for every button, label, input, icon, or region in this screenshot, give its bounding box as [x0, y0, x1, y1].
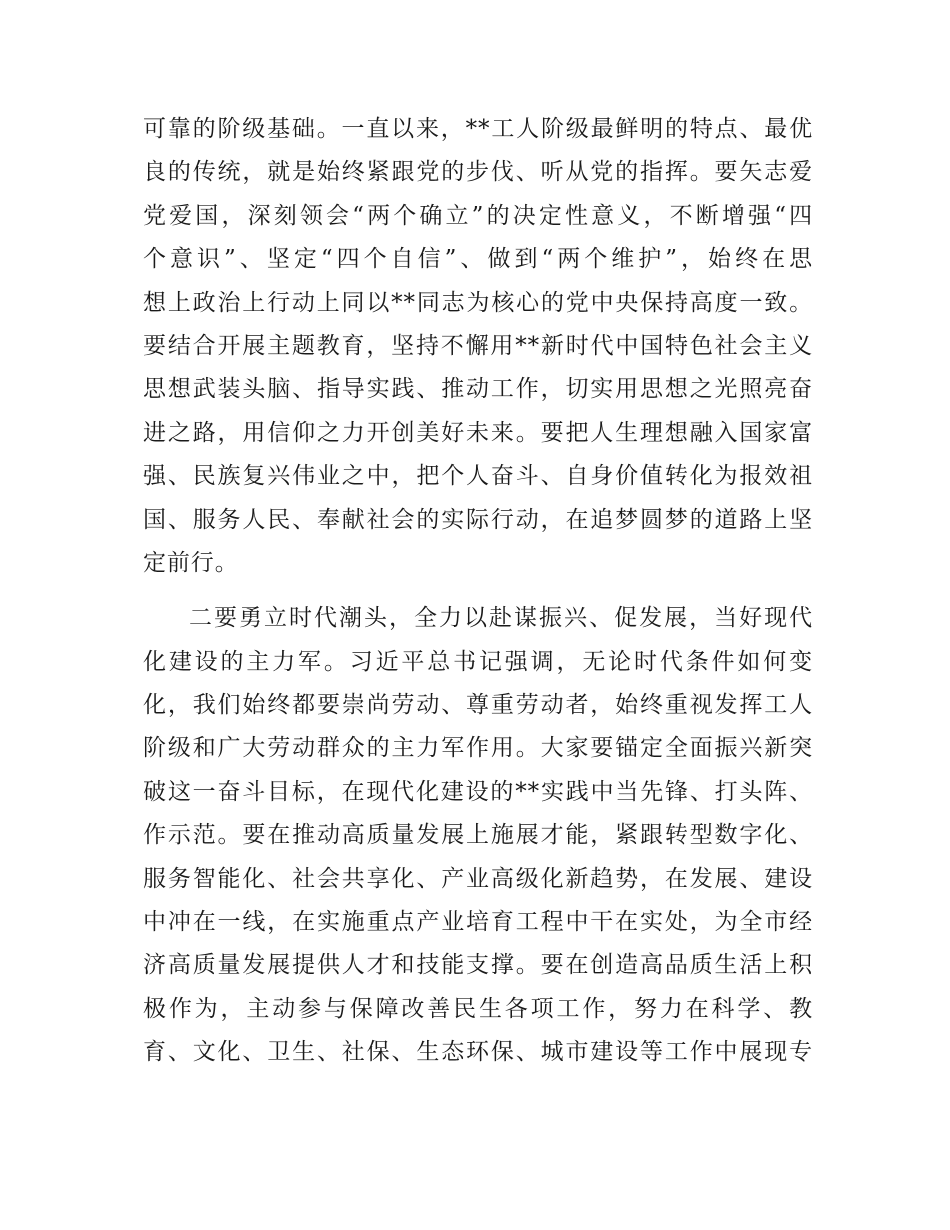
text-line: 化，我们始终都要崇尚劳动、尊重劳动者，始终重视发挥工人	[143, 692, 813, 719]
paragraph	[143, 108, 813, 585]
paragraph	[143, 597, 813, 1074]
text-line: 可靠的阶级基础。一直以来，**工人阶级最鲜明的特点、最优	[143, 116, 813, 142]
document-body	[143, 108, 813, 1075]
text-line: 阶级和广大劳动群众的主力军作用。大家要锚定全面振兴新突	[143, 735, 813, 762]
text-line: 服务智能化、社会共享化、产业高级化新趋势，在发展、建设	[143, 865, 813, 892]
text-line: 极作为，主动参与保障改善民生各项工作，努力在科学、教	[143, 995, 813, 1022]
text-line: 定前行。	[143, 549, 239, 576]
text-line: 济高质量发展提供人才和技能支撑。要在创造高品质生活上积	[143, 952, 813, 979]
text-line: 党爱国，深刻领会“两个确立”的决定性意义，不断增强“四	[143, 202, 813, 229]
text-line: 化建设的主力军。习近平总书记强调，无论时代条件如何变	[143, 648, 813, 675]
text-line: 育、文化、卫生、社保、生态环保、城市建设等工作中展现专	[143, 1039, 813, 1066]
text-line: 二要勇立时代潮头，全力以赴谋振兴、促发展，当好现代	[189, 605, 813, 632]
text-line: 作示范。要在推动高质量发展上施展才能，紧跟转型数字化、	[143, 822, 813, 849]
text-line: 思想武装头脑、指导实践、推动工作，切实用思想之光照亮奋	[143, 376, 813, 403]
paragraph-spacer	[143, 585, 813, 597]
text-line: 要结合开展主题教育，坚持不懈用**新时代中国特色社会主义	[143, 332, 813, 359]
text-line: 破这一奋斗目标，在现代化建设的**实践中当先锋、打头阵、	[143, 778, 813, 805]
text-line: 个意识”、坚定“四个自信”、做到“两个维护”，始终在思	[143, 246, 813, 273]
text-line: 进之路，用信仰之力开创美好未来。要把人生理想融入国家富	[143, 419, 813, 446]
text-line: 想上政治上行动上同以**同志为核心的党中央保持高度一致。	[143, 289, 813, 316]
text-line: 国、服务人民、奉献社会的实际行动，在追梦圆梦的道路上坚	[143, 506, 813, 533]
text-line: 中冲在一线，在实施重点产业培育工程中干在实处，为全市经	[143, 909, 813, 936]
text-line: 强、民族复兴伟业之中，把个人奋斗、自身价值转化为报效祖	[143, 463, 813, 490]
text-line: 良的传统，就是始终紧跟党的步伐、听从党的指挥。要矢志爱	[143, 159, 813, 186]
